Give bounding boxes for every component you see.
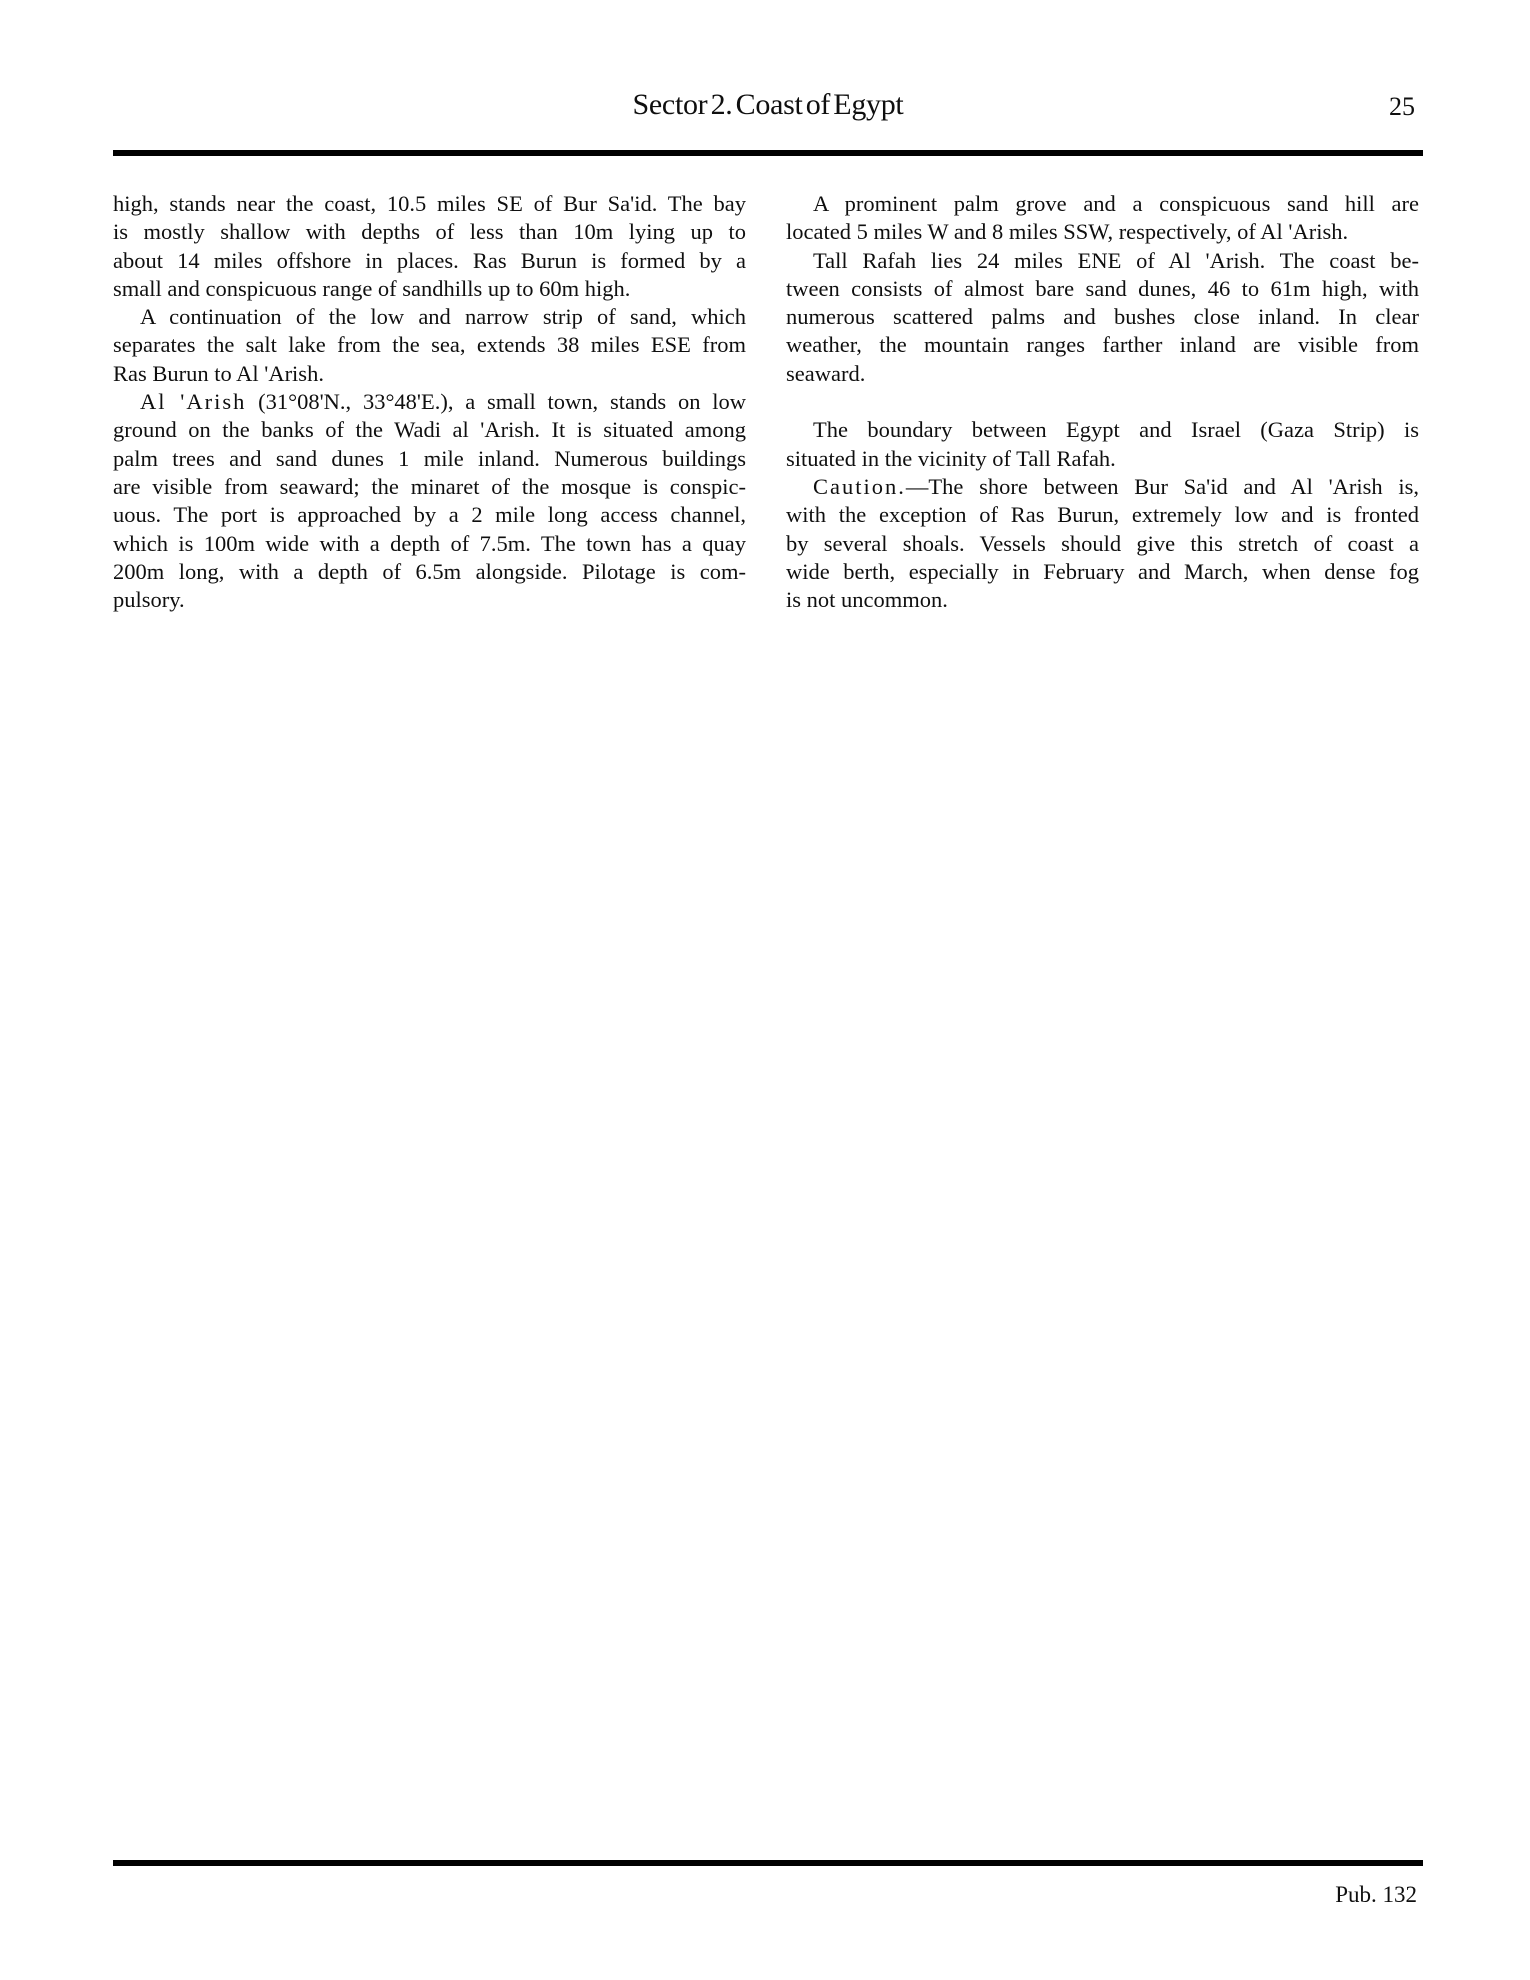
text-line: Caution.—The shore between Bur Sa'id and Al 'Arish is, — [813, 473, 1419, 499]
paragraph — [786, 190, 1419, 247]
header-rule — [113, 150, 1423, 156]
text-line: uous. The port is approached by a 2 mile long access channel, — [113, 502, 746, 528]
text-line: weather, the mountain ranges farther inland are visible from — [786, 332, 1419, 358]
paragraph — [113, 303, 746, 388]
text-line: numerous scattered palms and bushes close inland. In clear — [786, 304, 1419, 330]
text-line: tween consists of almost bare sand dunes, 46 to 61m high, with — [786, 275, 1419, 301]
paragraph — [786, 247, 1419, 388]
lead-in-term: Al 'Arish — [140, 389, 247, 415]
text-line: which is 100m wide with a depth of 7.5m. The town has a quay — [113, 530, 746, 556]
text-line: The boundary between Egypt and Israel (Gaza Strip) is — [813, 417, 1419, 443]
text-line: by several shoals. Vessels should give this stretch of coast a — [786, 530, 1419, 556]
text-line: with the exception of Ras Burun, extremely low and is fronted — [786, 502, 1419, 528]
paragraph — [113, 190, 746, 303]
text-line: is mostly shallow with depths of less than 10m lying up to — [113, 219, 746, 245]
right-column — [786, 190, 1419, 614]
page-number: 25 — [1389, 92, 1415, 121]
text-line: about 14 miles offshore in places. Ras Burun is formed by a — [113, 247, 746, 273]
paragraph — [786, 416, 1419, 473]
text-line: situated in the vicinity of Tall Rafah. — [786, 445, 1116, 471]
text-line: is not uncommon. — [786, 587, 948, 613]
text-line: Ras Burun to Al 'Arish. — [113, 360, 324, 386]
text-line: seaward. — [786, 360, 866, 386]
text-line: Al 'Arish (31°08'N., 33°48'E.), a small town, stands on low — [140, 389, 746, 415]
page-title: Sector 2. Coast of Egypt — [632, 88, 904, 121]
body-columns — [113, 190, 1425, 614]
paragraph — [786, 473, 1419, 614]
text-line: palm trees and sand dunes 1 mile inland. Numerous buildings — [113, 445, 746, 471]
left-column — [113, 190, 746, 614]
text-line: pulsory. — [113, 587, 185, 613]
text-line: 200m long, with a depth of 6.5m alongside. Pilotage is com- — [113, 558, 746, 584]
footer-rule — [113, 1860, 1423, 1866]
text-line: separates the salt lake from the sea, extends 38 miles ESE from — [113, 332, 746, 358]
text-line: high, stands near the coast, 10.5 miles SE of Bur Sa'id. The bay — [113, 191, 746, 216]
text-line: Tall Rafah lies 24 miles ENE of Al 'Arish. The coast be- — [813, 247, 1419, 273]
publication-number: Pub. 132 — [1335, 1882, 1417, 1907]
paragraph — [113, 388, 746, 614]
text-line: wide berth, especially in February and March, when dense fog — [786, 558, 1419, 584]
text-line: located 5 miles W and 8 miles SSW, respectively, of Al 'Arish. — [786, 219, 1349, 245]
text-line: A continuation of the low and narrow strip of sand, which — [140, 304, 746, 330]
text-line: are visible from seaward; the minaret of the mosque is conspic- — [113, 473, 746, 499]
text-line: ground on the banks of the Wadi al 'Arish. It is situated among — [113, 417, 746, 443]
lead-in-term: Caution. — [813, 473, 906, 499]
text-line: A prominent palm grove and a conspicuous sand hill are — [813, 191, 1419, 216]
text-line: small and conspicuous range of sandhills up to 60m high. — [113, 275, 631, 301]
